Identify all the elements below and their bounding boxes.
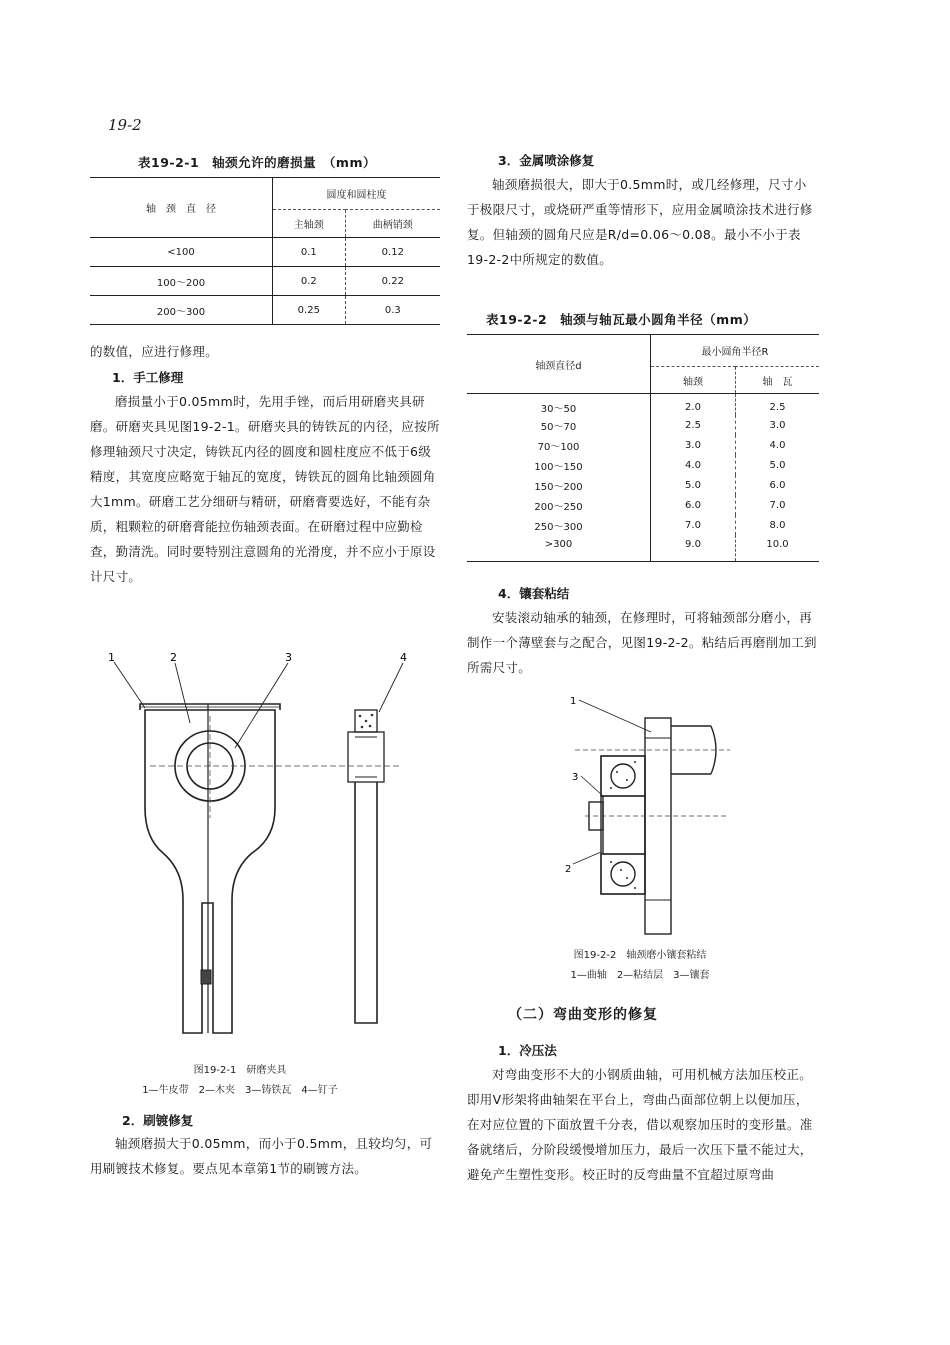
- table-row: 100～150 4.0 5.0: [467, 455, 819, 475]
- figure-sleeve-bonding: [565, 692, 735, 940]
- heading-metal-spray: 3．金属喷涂修复: [498, 153, 595, 168]
- section-heading-bending: （二）弯曲变形的修复: [508, 1007, 658, 1023]
- paragraph-cold-press: 对弯曲变形不大的小钢质曲轴，可用机械方法加压校正。即用V形架将曲轴架在平台上，弯曲凸面部位朝上以便加压，在对应位置的下面放置千分表，借以观察加压时的变形量。准备就绪后，分阶段缓慢增加压力，最后一次压下量不能过大，避免产生塑性变形。校正时的反弯曲量不宜超过原弯曲: [467, 1067, 813, 1182]
- table2-header-bearing: 轴 瓦: [736, 367, 820, 394]
- fig1-label-1: 1: [108, 651, 115, 664]
- table-row: 30～50 2.0 2.5: [467, 394, 819, 416]
- table-row: 150～200 5.0 6.0: [467, 475, 819, 495]
- table-row: >300 9.0 10.0: [467, 535, 819, 561]
- table2: [467, 334, 819, 562]
- table2-header-journal: 轴颈: [651, 367, 736, 394]
- fig1-label-3: 3: [285, 651, 292, 664]
- fig1-legend: 1—牛皮带 2—木夹 3—铸铁瓦 4—钉子: [142, 1085, 338, 1096]
- fig1-label-4: 4: [400, 651, 407, 664]
- table1-header-diameter: 轴 颈 直 径: [146, 204, 216, 215]
- fig2-legend: 1—曲轴 2—粘结层 3—镶套: [570, 970, 710, 981]
- fig1-label-2: 2: [170, 651, 177, 664]
- table1-header-crank: 曲柄销颈: [345, 210, 440, 238]
- paragraph-brush-plating: 轴颈磨损大于0.05mm，而小于0.5mm，且较均匀，可用刷镀技术修复。要点见本章第1节的刷镀方法。: [90, 1136, 433, 1176]
- table-row: 50～70 2.5 3.0: [467, 415, 819, 435]
- table2-caption: 表19-2-2 轴颈与轴瓦最小圆角半径（mm）: [486, 312, 757, 327]
- table-row: 70～100 3.0 4.0: [467, 435, 819, 455]
- table-row: 100～200 0.2 0.22: [90, 267, 440, 296]
- table-row: 200～250 6.0 7.0: [467, 495, 819, 515]
- table1: [90, 177, 440, 325]
- paragraph-manual-repair: 磨损量小于0.05mm时，先用手锉，而后用研磨夹具研磨。研磨夹具见图19-2-1。研磨夹具的铸铁瓦的内径，应按所修理轴颈尺寸决定，铸铁瓦内径的圆度和圆柱度应不低于6级精度，其宽度应略宽于轴瓦的宽度，铸铁瓦的圆角比轴颈圆角大1mm。研磨工艺分细研与精研，研磨膏要选好，不能有杂质，粗颗粒的研磨膏能拉伤轴颈表面。在研磨过程中应勤检查，勤清洗。同时要特别注意圆角的光滑度，并不应小于原设计尺寸。: [90, 394, 440, 584]
- figure-lapping-fixture: [100, 648, 430, 1048]
- table-row: 250～300 7.0 8.0: [467, 515, 819, 535]
- fig2-label-2: 2: [565, 864, 572, 875]
- table1-header-main: 主轴颈: [273, 210, 346, 238]
- fig2-label-1: 1: [570, 696, 577, 707]
- table-row: <100 0.1 0.12: [90, 238, 440, 267]
- fig1-title: 图19-2-1 研磨夹具: [193, 1065, 287, 1076]
- fig2-title: 图19-2-2 轴颈磨小镶套粘结: [573, 950, 707, 961]
- heading-sleeve-bonding: 4．镶套粘结: [498, 586, 570, 601]
- table2-header-diameter: 轴颈直径d: [535, 360, 582, 372]
- heading-brush-plating: 2．刷镀修复: [122, 1113, 194, 1128]
- fig2-label-3: 3: [572, 772, 579, 783]
- table2-header-group: 最小圆角半径R: [651, 335, 820, 367]
- table1-header-group: 圆度和圆柱度: [273, 178, 441, 210]
- table1-caption: 表19-2-1 轴颈允许的磨损量 （mm）: [138, 155, 376, 170]
- page-number: 19-2: [108, 116, 142, 134]
- paragraph-metal-spray: 轴颈磨损很大，即大于0.5mm时，或几经修理，尺寸小于极限尺寸，或烧研严重等情形下，应用金属喷涂技术进行修复。但轴颈的圆角尺应是R/d=0.06～0.08。最小不小于表19-2-2中所规定的数值。: [467, 177, 813, 267]
- paragraph-sleeve-bonding: 安装滚动轴承的轴颈，在修理时，可将轴颈部分磨小，再制作一个薄壁套与之配合，见图19-2-2。粘结后再磨削加工到所需尺寸。: [467, 610, 817, 675]
- continuation-text: 的数值，应进行修理。: [90, 344, 219, 359]
- heading-manual-repair: 1．手工修理: [112, 370, 184, 385]
- heading-cold-press: 1．冷压法: [498, 1043, 557, 1058]
- table-row: 200～300 0.25 0.3: [90, 296, 440, 325]
